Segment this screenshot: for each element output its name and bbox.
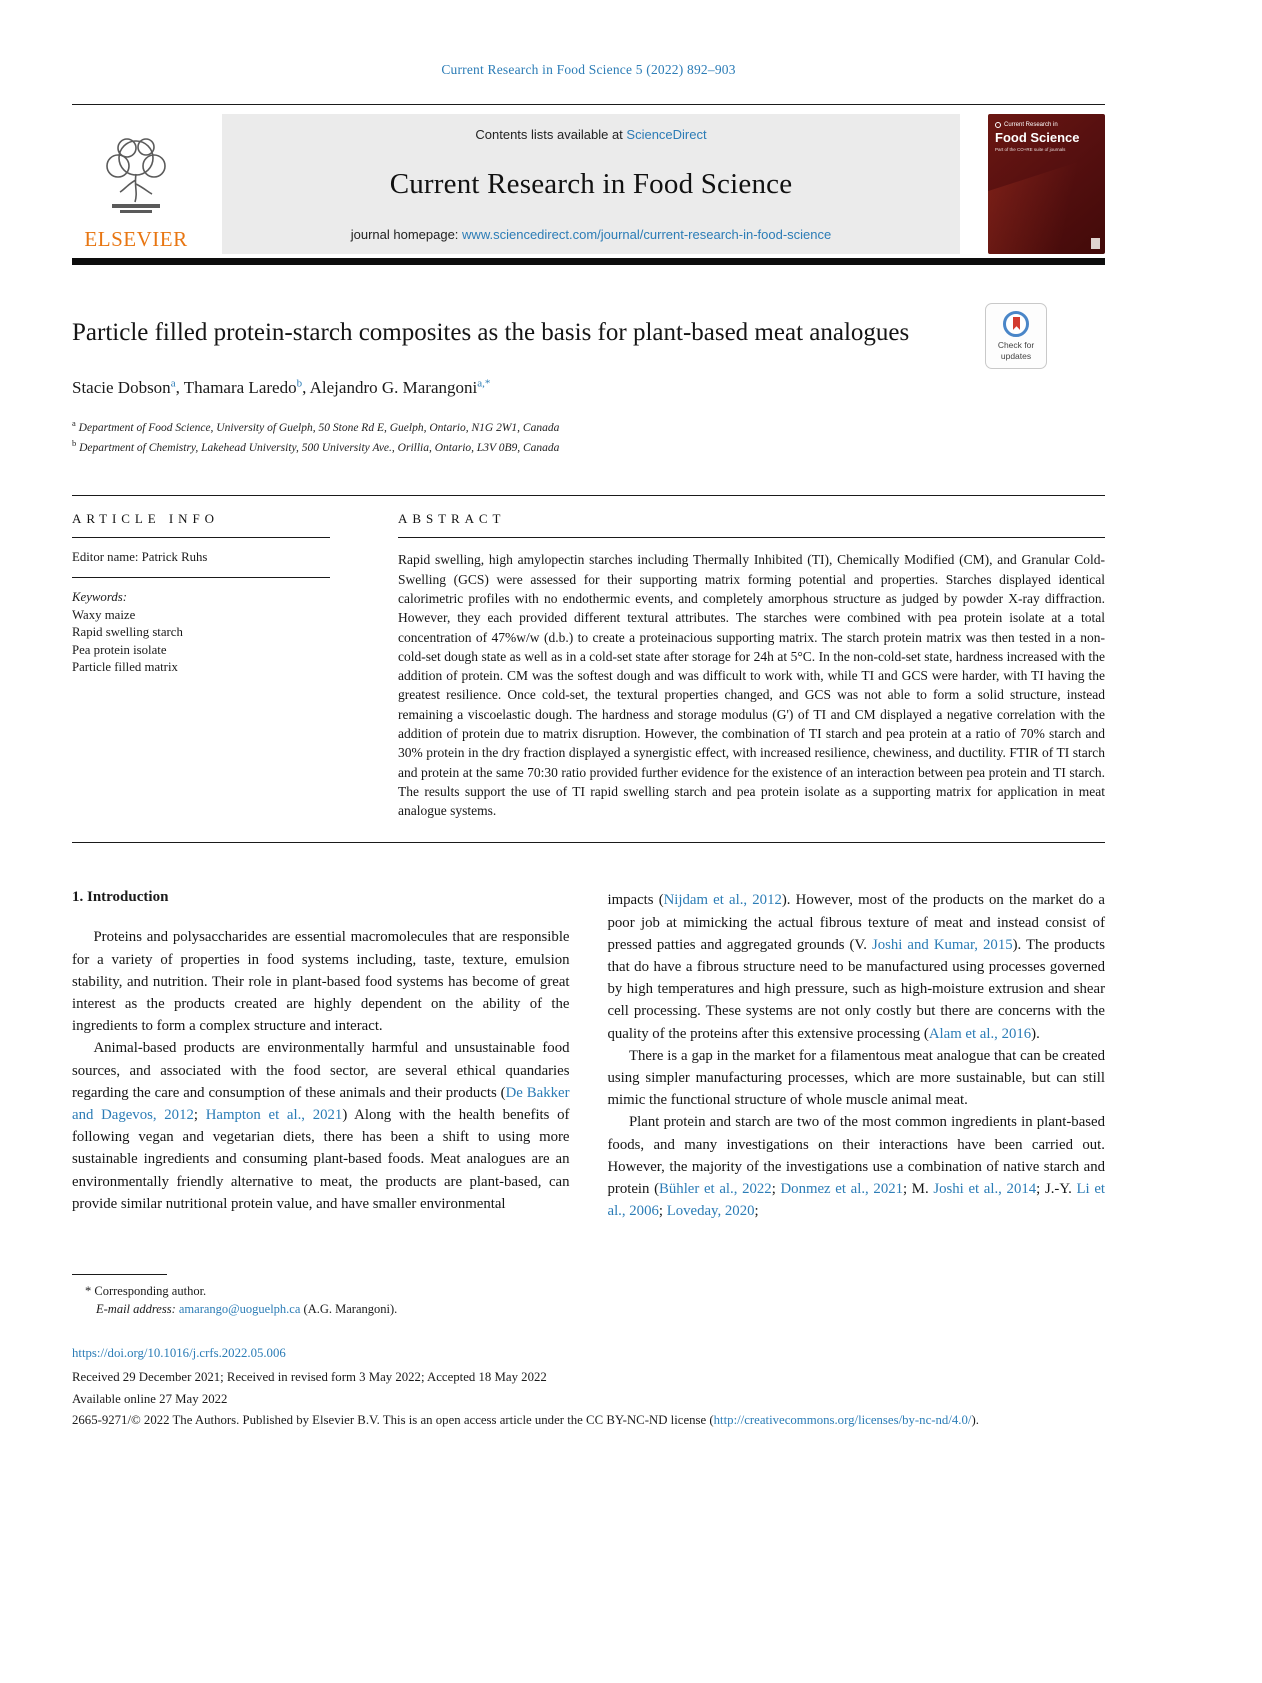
text-segment: ). However, most of the products on the market do a poor job at mimicking the actual fibrous texture of meat and instead consist of pressed patties and aggregated grounds (V. xyxy=(607,892,1105,953)
author: Thamara Laredo$^b$, xyxy=(183,377,310,398)
contents-prefix: Contents lists available at xyxy=(475,127,627,142)
text-segment: Plant protein and starch are two of the most common ingredients in plant-based foods, and many investigations on their interactions have been carried out. However, the majority of the investigations use a combination of native starch and protein ( xyxy=(607,1114,1105,1197)
cover-barcode xyxy=(1091,238,1100,249)
cover-small-title: Current Research in xyxy=(1004,122,1058,128)
email-suffix: (A.G. Marangoni). xyxy=(300,1302,398,1317)
text-segment: ; M. xyxy=(903,1180,934,1197)
citation-link[interactable]: Alam et al., 2016 xyxy=(928,1025,1032,1042)
citation-link[interactable]: Nijdam et al., 2012 xyxy=(663,892,782,909)
contents-line xyxy=(475,127,706,142)
text-segment: ; J.-Y. xyxy=(1036,1180,1077,1197)
author: Alejandro G. Marangoni$^{a,*}$ xyxy=(309,377,491,398)
title-block xyxy=(72,315,1105,361)
elsevier-logo[interactable] xyxy=(72,114,200,254)
journal-banner xyxy=(72,114,1105,254)
email-label: E-mail address: xyxy=(96,1302,176,1317)
journal-homepage-link[interactable]: www.sciencedirect.com/journal/current-research-in-food-science xyxy=(462,227,832,242)
divider xyxy=(398,537,1105,538)
text-segment: impacts ( xyxy=(607,892,664,909)
check-updates-label: Check for updates xyxy=(997,339,1035,361)
article-info-heading: ARTICLE INFO xyxy=(72,511,219,527)
homepage-line xyxy=(351,227,832,242)
keyword: Particle filled matrix xyxy=(72,660,178,675)
author-affiliation-mark[interactable]: a,* xyxy=(477,377,491,390)
email-link[interactable]: amarango@uoguelph.ca xyxy=(178,1302,301,1317)
paragraph xyxy=(72,1037,570,1215)
author-list xyxy=(72,378,1105,399)
crossmark-icon xyxy=(1003,311,1029,337)
email-line xyxy=(72,1302,1105,1317)
author: Stacie Dobson$^a$, xyxy=(72,377,184,398)
cover-title: Food Science xyxy=(995,130,1080,145)
banner-center xyxy=(222,114,960,254)
citation-link[interactable]: http://creativecommons.org/licenses/by-nc-nd/4.0/ xyxy=(713,1412,972,1427)
abstract-column xyxy=(398,511,1105,820)
paragraph xyxy=(608,889,1106,1044)
text-segment: ; xyxy=(193,1106,206,1123)
citation-link[interactable]: Joshi and Kumar, 2015 xyxy=(871,936,1013,953)
sciencedirect-link[interactable]: ScienceDirect xyxy=(626,127,707,142)
affiliation: $^a$ Department of Food Science, University of Guelph, 50 Stone Rd E, Guelph, Ontario, N1G 2W1, Canada xyxy=(72,418,560,434)
author-affiliation-mark[interactable]: b xyxy=(296,377,303,390)
text-segment: ; xyxy=(754,1203,759,1220)
footer-block xyxy=(72,1343,1105,1430)
journal-citation[interactable]: Current Research in Food Science 5 (2022) 892–903 xyxy=(441,62,736,77)
affiliations xyxy=(72,417,1105,457)
homepage-prefix: journal homepage: xyxy=(350,227,463,242)
paragraph xyxy=(608,1111,1106,1222)
elsevier-wordmark: ELSEVIER xyxy=(84,227,188,251)
keywords-label: Keywords: xyxy=(72,590,127,605)
body-right-column xyxy=(608,889,1106,1222)
text-segment: Animal-based products are environmentally harmful and unsustainable food sources, and associated with the food sector, are several ethical quandaries regarding the care and consumption of these animals and their products ( xyxy=(72,1040,570,1101)
divider xyxy=(72,842,1105,843)
cover-header xyxy=(995,122,1098,128)
body-left-column xyxy=(72,889,570,1222)
doi-link[interactable]: https://doi.org/10.1016/j.crfs.2022.05.006 xyxy=(72,1346,286,1361)
text-segment: ; xyxy=(658,1203,667,1220)
license-line xyxy=(72,1410,1105,1431)
abstract-text: Rapid swelling, high amylopectin starches including Thermally Inhibited (TI), Chemically Modified (CM), and Granular Cold- Swelling (GCS) were assessed for their supporting matrix forming potential and properties. Starches displayed identical calorimetric profiles with no endothermic events, and completely amorphous structure as judged by powder X-ray diffraction. However, they each provided different textural attributes. The starches were combined with pea protein isolate at a total concentration of 47%w/w (d.b.) to create a proteinacious supporting matrix. The starch protein matrix was then tested in a non-cold-set dough state as well as in a cold-set state after storage for 24h at 5°C. In the non-cold-set state, hardness increased with the addition of protein. CM was the softest dough and was difficult to work with, while TI and GCS were harder, with TI having the greatest resilience. Once cold-set, the textural properties changed, and GCS was not able to form a solid structure, instead remaining a viscoelastic dough. The hardness and storage modulus (G') of TI and CM displayed a negative correlation with the addition of protein due to matrix disruption. However, the combination of TI starch and pea protein at a ratio of 70% starch and 30% protein in the dry fraction displayed a synergistic effect, with increased resilience, chewiness, and ductility. FTIR of TI starch and protein at the same 70:30 ratio provided further evidence for the existence of an interaction between pea protein and TI starch. The results support the use of TI rapid swelling starch and pea protein isolate as a supporting matrix for application in meat analogue systems. xyxy=(398,552,1105,819)
cover-tagline: Part of the CO+RE suite of journals xyxy=(995,147,1066,152)
article-title: Particle filled protein-starch composites as the basis for plant-based meat analogues xyxy=(72,319,910,346)
editor-name: Editor name: Patrick Ruhs xyxy=(72,550,208,565)
affiliation: $^b$ Department of Chemistry, Lakehead University, 500 University Ave., Orillia, Ontario, L3V 0B9, Canada xyxy=(72,438,560,455)
keyword: Pea protein isolate xyxy=(72,642,167,657)
footnote-block xyxy=(72,1274,1105,1317)
citation-link[interactable]: Li et al., 2006 xyxy=(607,1180,1106,1220)
info-abstract-section xyxy=(72,496,1105,820)
check-for-updates-badge[interactable] xyxy=(985,303,1047,369)
text-segment: ). xyxy=(971,1412,979,1427)
citation-link[interactable]: Loveday, 2020 xyxy=(666,1203,755,1220)
received-dates: Received 29 December 2021; Received in revised form 3 May 2022; Accepted 18 May 2022 xyxy=(72,1370,547,1385)
paragraph xyxy=(72,926,570,1037)
citation-link[interactable]: De Bakker and Dagevos, 2012 xyxy=(72,1084,570,1123)
cover-logo-icon xyxy=(995,122,1001,128)
divider xyxy=(72,577,330,578)
corresponding-author-note: * Corresponding author. xyxy=(85,1284,207,1299)
abstract-heading: ABSTRACT xyxy=(398,511,506,527)
text-segment: There is a gap in the market for a filamentous meat analogue that can be created using simpler manufacturing processes, which are more sustainable, but can still mimic the functional structure of whole muscle animal meat. xyxy=(607,1047,1105,1109)
paragraph xyxy=(608,1045,1106,1112)
article-page xyxy=(72,0,1105,1431)
elsevier-tree-icon xyxy=(94,132,178,225)
footnote-divider xyxy=(72,1274,167,1275)
keyword: Rapid swelling starch xyxy=(72,625,183,640)
text-segment: ; xyxy=(771,1180,781,1197)
citation-link[interactable]: Bühler et al., 2022 xyxy=(659,1180,772,1197)
text-segment: 2665-9271/© 2022 The Authors. Published by Elsevier B.V. This is an open access article under the CC BY-NC-ND license ( xyxy=(72,1412,714,1427)
author-affiliation-mark[interactable]: a xyxy=(170,377,176,390)
text-segment: ). xyxy=(1031,1025,1040,1042)
divider xyxy=(72,537,330,538)
text-segment: ). The products that do have a fibrous structure need to be manufactured using processes governed by high temperatures and high pressure, such as high-moisture extrusion and shear cell processing. These systems are not only costly but there are concerns with the quality of the proteins after this extensive processing ( xyxy=(607,936,1105,1042)
citation-link[interactable]: Hampton et al., 2021 xyxy=(205,1106,343,1123)
journal-title: Current Research in Food Science xyxy=(389,168,793,200)
body-columns xyxy=(72,889,1105,1222)
article-info-column xyxy=(72,511,330,820)
journal-cover-thumbnail[interactable] xyxy=(988,114,1105,254)
section-heading-introduction: 1. Introduction xyxy=(72,889,169,906)
keyword: Waxy maize xyxy=(72,607,136,622)
text-segment: Proteins and polysaccharides are essential macromolecules that are responsible for a variety of properties in food systems including, taste, texture, emulsion stability, and nutrition. Their role in plant-based food systems has become of great interest as the products created are highly dependent on the ability of the ingredients to form a complex structure and interact. xyxy=(72,929,570,1035)
text-segment: ) Along with the health benefits of following vegan and vegetarian diets, there has been a shift to using more sustainable ingredients and consuming plant-based foods. Meat analogues are an environmentally friendly alternative to meat, the products are plant-based, can provide similar nutritional protein value, and have smaller environmental xyxy=(72,1106,570,1212)
banner-bottom-bar xyxy=(72,258,1105,265)
citation-link[interactable]: Donmez et al., 2021 xyxy=(780,1180,904,1197)
divider xyxy=(72,104,1105,105)
citation-link[interactable]: Joshi et al., 2014 xyxy=(933,1180,1037,1197)
available-online: Available online 27 May 2022 xyxy=(72,1391,228,1406)
